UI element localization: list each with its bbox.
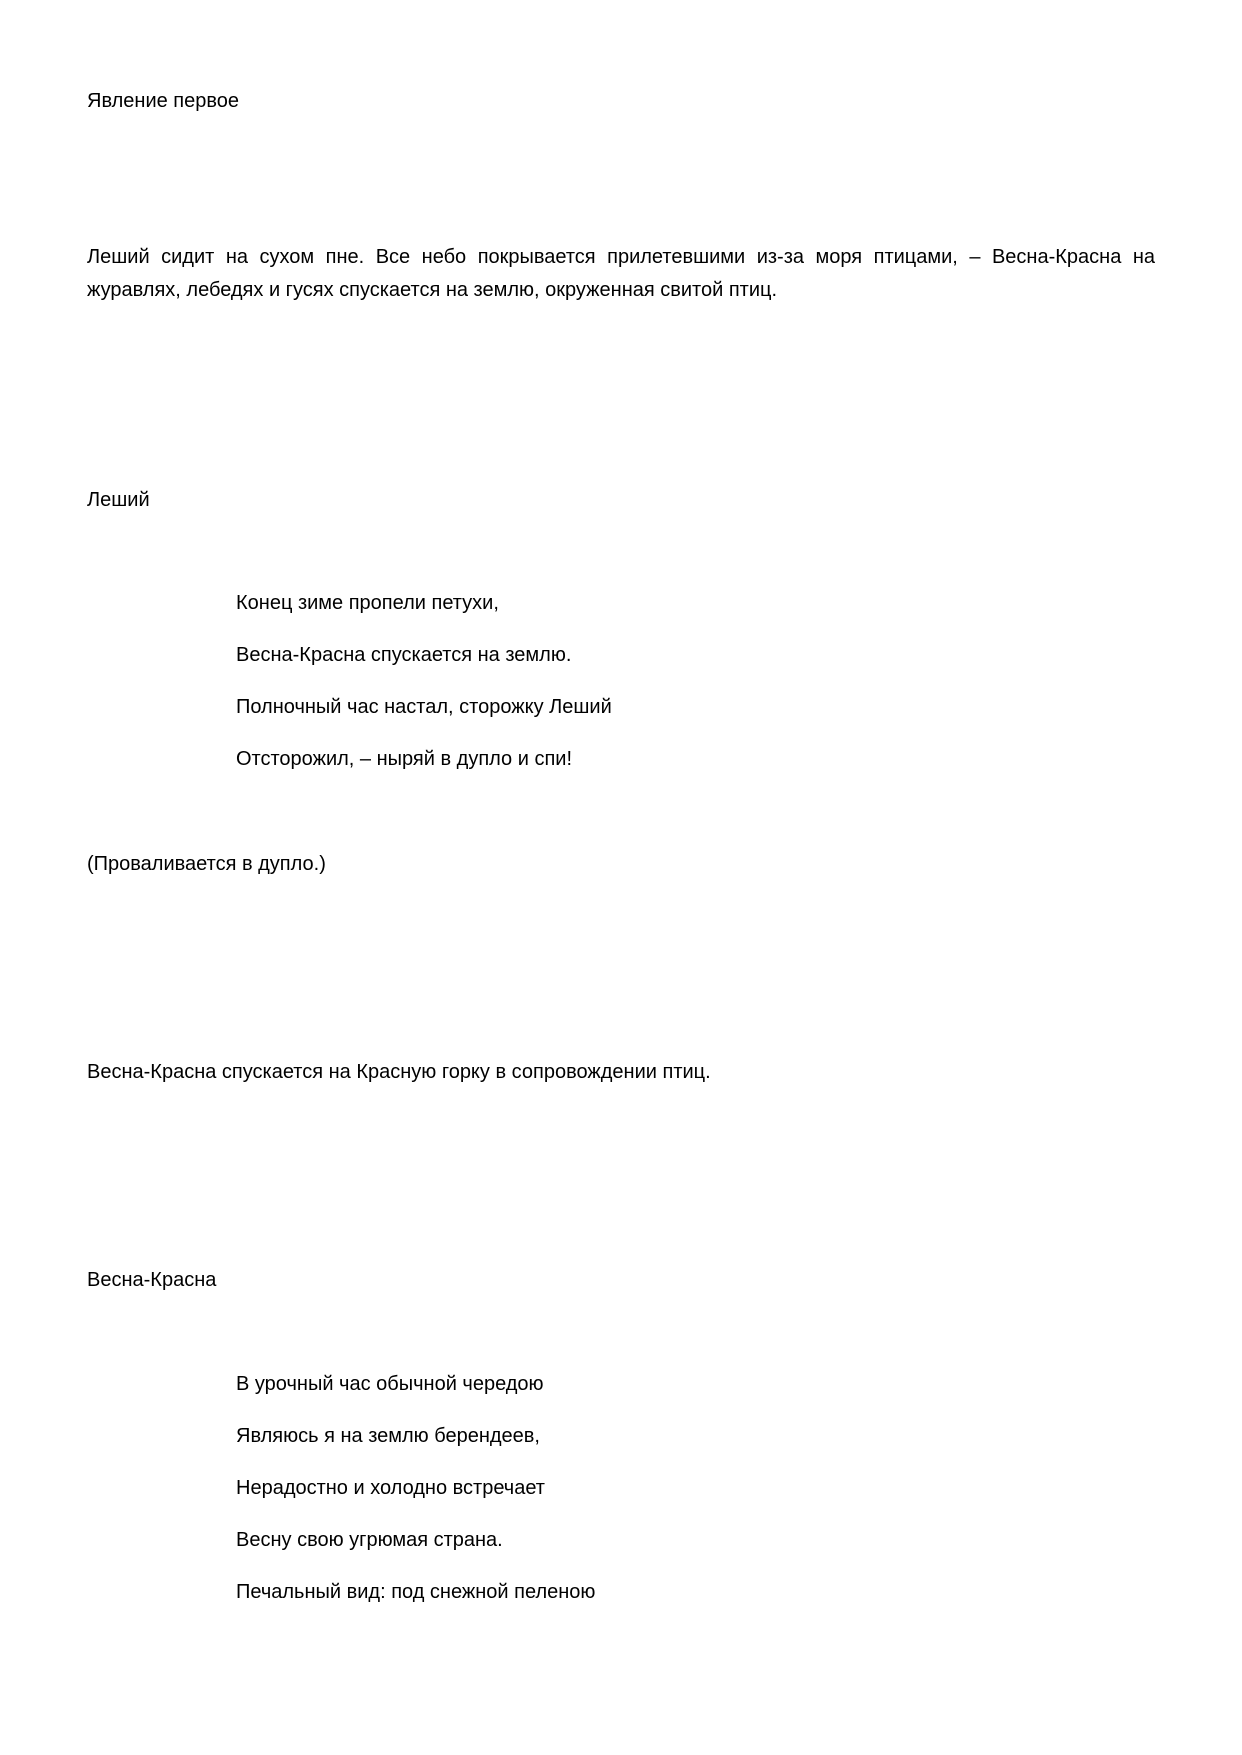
stage-direction-falls: (Проваливается в дупло.) (87, 853, 326, 875)
verse-line: Весну свою угрюмая страна. (236, 1529, 503, 1551)
verse-line: В урочный час обычной чередою (236, 1373, 544, 1395)
verse-line: Конец зиме пропели петухи, (236, 592, 499, 614)
verse-line: Печальный вид: под снежной пеленою (236, 1581, 596, 1603)
speaker-name-leshy: Леший (87, 489, 150, 511)
verse-line: Отсторожил, – ныряй в дупло и спи! (236, 748, 573, 770)
stage-direction-descends: Весна-Красна спускается на Красную горку в сопровождении птиц. (87, 1061, 711, 1083)
stage-direction-line: журавлях, лебедях и гусях спускается на землю, окруженная свитой птиц. (87, 279, 778, 301)
stage-direction-line: Леший сидит на сухом пне. Все небо покрывается прилетевшими из-за моря птицами, – Весна-Красна на (87, 246, 1155, 268)
scene-title: Явление первое (87, 90, 240, 112)
stage-direction-opening (87, 241, 1155, 307)
verse-line: Являюсь я на землю берендеев, (236, 1425, 540, 1447)
verse-line: Полночный час настал, сторожку Леший (236, 696, 612, 718)
speaker-name-vesna: Весна-Красна (87, 1269, 217, 1291)
verse-line: Весна-Красна спускается на землю. (236, 644, 572, 666)
verse-line: Нерадостно и холодно встречает (236, 1477, 545, 1499)
